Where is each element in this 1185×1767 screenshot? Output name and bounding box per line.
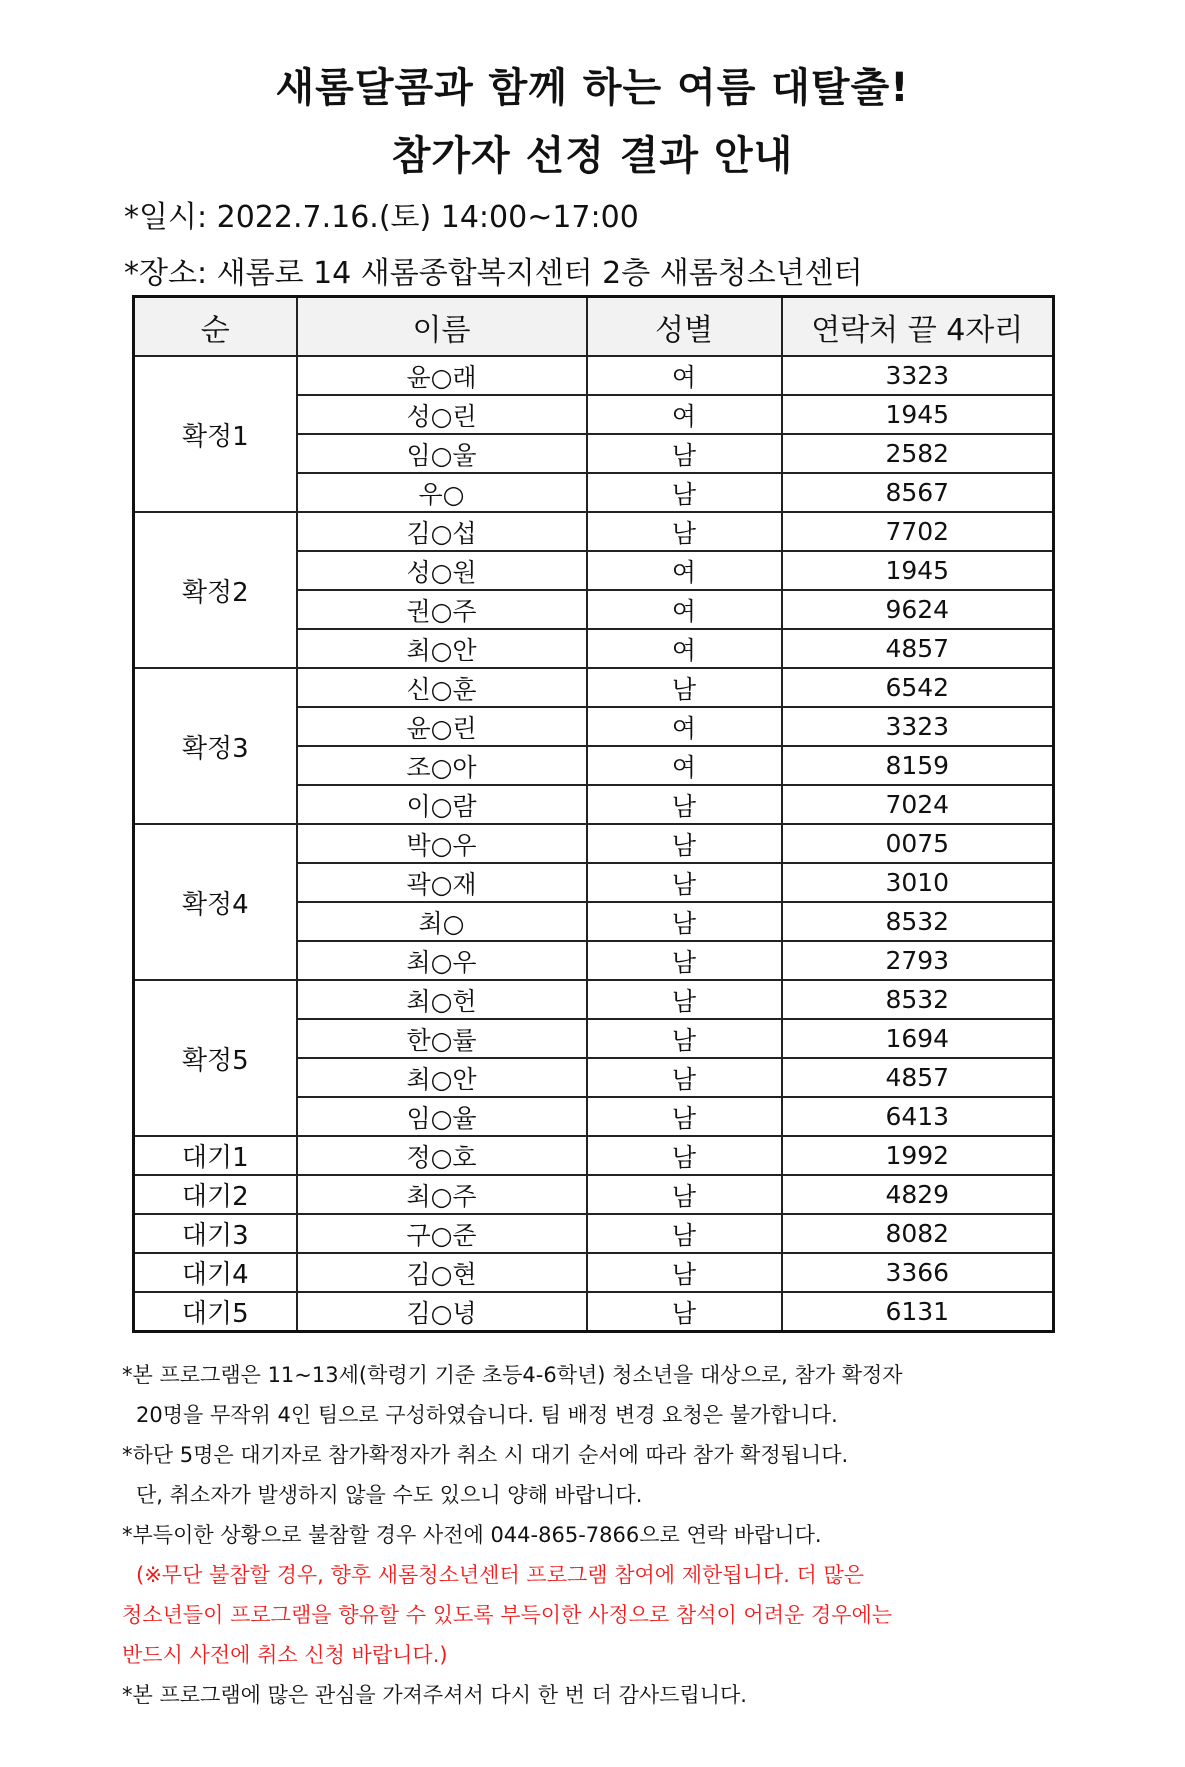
group-label: 확정3 <box>134 668 297 824</box>
participant-gender: 남 <box>587 1097 782 1136</box>
title-line-2: 참가자 선정 결과 안내 <box>391 133 794 179</box>
table-row <box>134 356 1054 395</box>
note-line: *본 프로그램에 많은 관심을 가져주셔서 다시 한 번 더 감사드립니다. <box>122 1683 747 1707</box>
participant-gender: 남 <box>587 1019 782 1058</box>
participant-phone: 7702 <box>782 512 1054 551</box>
title-line-1: 새롬달콤과 함께 하는 여름 대탈출! <box>275 65 910 111</box>
table-row <box>134 1292 1054 1332</box>
group-label: 대기2 <box>134 1175 297 1214</box>
participant-phone: 1694 <box>782 1019 1054 1058</box>
participant-phone: 1992 <box>782 1136 1054 1175</box>
header-name: 이름 <box>297 297 587 357</box>
event-date: *일시: 2022.7.16.(토) 14:00~17:00 <box>124 200 639 235</box>
note-line: *하단 5명은 대기자로 참가확정자가 취소 시 대기 순서에 따라 참가 확정됩니다. <box>122 1443 849 1467</box>
header-order: 순 <box>134 297 297 357</box>
participant-gender: 남 <box>587 473 782 512</box>
participant-gender: 남 <box>587 980 782 1019</box>
participant-phone: 0075 <box>782 824 1054 863</box>
header-phone: 연락처 끝 4자리 <box>782 297 1054 357</box>
participant-name: 김○섭 <box>297 512 587 551</box>
group-label: 확정5 <box>134 980 297 1136</box>
participant-name: 이○람 <box>297 785 587 824</box>
participant-name: 우○ <box>297 473 587 512</box>
participant-name: 윤○래 <box>297 356 587 395</box>
participant-gender: 남 <box>587 1292 782 1332</box>
participant-phone: 4857 <box>782 629 1054 668</box>
table-row <box>134 668 1054 707</box>
note-line: *본 프로그램은 11~13세(학령기 기준 초등4-6학년) 청소년을 대상으로, 참가 확정자 <box>122 1363 903 1387</box>
participant-phone: 6131 <box>782 1292 1054 1332</box>
participant-gender: 여 <box>587 629 782 668</box>
participant-gender: 남 <box>587 824 782 863</box>
participant-name: 윤○린 <box>297 707 587 746</box>
participant-phone: 8082 <box>782 1214 1054 1253</box>
participant-phone: 6542 <box>782 668 1054 707</box>
note-line: *부득이한 상황으로 불참할 경우 사전에 044-865-7866으로 연락 바랍니다. <box>122 1523 822 1547</box>
participant-phone: 9624 <box>782 590 1054 629</box>
participant-name: 권○주 <box>297 590 587 629</box>
group-label: 확정4 <box>134 824 297 980</box>
group-label: 확정1 <box>134 356 297 512</box>
participant-gender: 여 <box>587 707 782 746</box>
participant-name: 김○현 <box>297 1253 587 1292</box>
participant-gender: 남 <box>587 1253 782 1292</box>
participant-gender: 여 <box>587 551 782 590</box>
participant-phone: 8159 <box>782 746 1054 785</box>
participant-gender: 여 <box>587 356 782 395</box>
participant-name: 구○준 <box>297 1214 587 1253</box>
participant-name: 정○호 <box>297 1136 587 1175</box>
warning-note-line: 반드시 사전에 취소 신청 바랍니다.) <box>122 1643 448 1667</box>
participant-name: 임○울 <box>297 434 587 473</box>
participant-phone: 2582 <box>782 434 1054 473</box>
participant-gender: 여 <box>587 746 782 785</box>
note-line: 20명을 무작위 4인 팀으로 구성하였습니다. 팀 배정 변경 요청은 불가합니다. <box>136 1403 838 1427</box>
participant-gender: 남 <box>587 902 782 941</box>
participant-phone: 8532 <box>782 980 1054 1019</box>
participant-name: 성○원 <box>297 551 587 590</box>
participant-phone: 8567 <box>782 473 1054 512</box>
table-row <box>134 512 1054 551</box>
participant-name: 조○아 <box>297 746 587 785</box>
group-label: 대기1 <box>134 1136 297 1175</box>
participant-name: 박○우 <box>297 824 587 863</box>
group-label: 확정2 <box>134 512 297 668</box>
participant-gender: 남 <box>587 1136 782 1175</box>
participant-phone: 3366 <box>782 1253 1054 1292</box>
group-label: 대기3 <box>134 1214 297 1253</box>
participant-name: 성○린 <box>297 395 587 434</box>
participant-phone: 4857 <box>782 1058 1054 1097</box>
participant-name: 한○률 <box>297 1019 587 1058</box>
participant-gender: 남 <box>587 1175 782 1214</box>
participant-phone: 7024 <box>782 785 1054 824</box>
participant-name: 최○ <box>297 902 587 941</box>
participant-phone: 8532 <box>782 902 1054 941</box>
participant-phone: 4829 <box>782 1175 1054 1214</box>
participant-gender: 남 <box>587 785 782 824</box>
table-body <box>134 356 1054 1332</box>
notes-section <box>122 1355 1122 1715</box>
table-header-row <box>134 297 1054 357</box>
participant-phone: 1945 <box>782 395 1054 434</box>
participant-name: 김○녕 <box>297 1292 587 1332</box>
participant-phone: 3010 <box>782 863 1054 902</box>
participant-name: 최○헌 <box>297 980 587 1019</box>
participant-phone: 1945 <box>782 551 1054 590</box>
participant-gender: 남 <box>587 434 782 473</box>
table-row <box>134 1175 1054 1214</box>
participant-gender: 여 <box>587 395 782 434</box>
participant-name: 최○주 <box>297 1175 587 1214</box>
participant-name: 임○율 <box>297 1097 587 1136</box>
header-gender: 성별 <box>587 297 782 357</box>
participant-table <box>132 295 1055 1333</box>
table-row <box>134 824 1054 863</box>
participant-gender: 남 <box>587 668 782 707</box>
warning-note-line: (※무단 불참할 경우, 향후 새롬청소년센터 프로그램 참여에 제한됩니다. 더 많은 <box>136 1563 865 1587</box>
participant-phone: 3323 <box>782 707 1054 746</box>
participant-phone: 3323 <box>782 356 1054 395</box>
participant-name: 신○훈 <box>297 668 587 707</box>
participant-gender: 여 <box>587 590 782 629</box>
participant-gender: 남 <box>587 941 782 980</box>
group-label: 대기4 <box>134 1253 297 1292</box>
participant-phone: 6413 <box>782 1097 1054 1136</box>
table-row <box>134 1214 1054 1253</box>
participant-name: 최○안 <box>297 629 587 668</box>
participant-gender: 남 <box>587 512 782 551</box>
group-label: 대기5 <box>134 1292 297 1332</box>
table-row <box>134 1253 1054 1292</box>
participant-name: 최○안 <box>297 1058 587 1097</box>
table-row <box>134 1136 1054 1175</box>
participant-phone: 2793 <box>782 941 1054 980</box>
participant-name: 곽○재 <box>297 863 587 902</box>
warning-note-line: 청소년들이 프로그램을 향유할 수 있도록 부득이한 사정으로 참석이 어려운 경우에는 <box>122 1603 893 1627</box>
participant-gender: 남 <box>587 1058 782 1097</box>
participant-gender: 남 <box>587 1214 782 1253</box>
event-place: *장소: 새롬로 14 새롬종합복지센터 2층 새롬청소년센터 <box>124 256 863 291</box>
table-row <box>134 980 1054 1019</box>
participant-gender: 남 <box>587 863 782 902</box>
participant-name: 최○우 <box>297 941 587 980</box>
note-line: 단, 취소자가 발생하지 않을 수도 있으니 양해 바랍니다. <box>136 1483 643 1507</box>
